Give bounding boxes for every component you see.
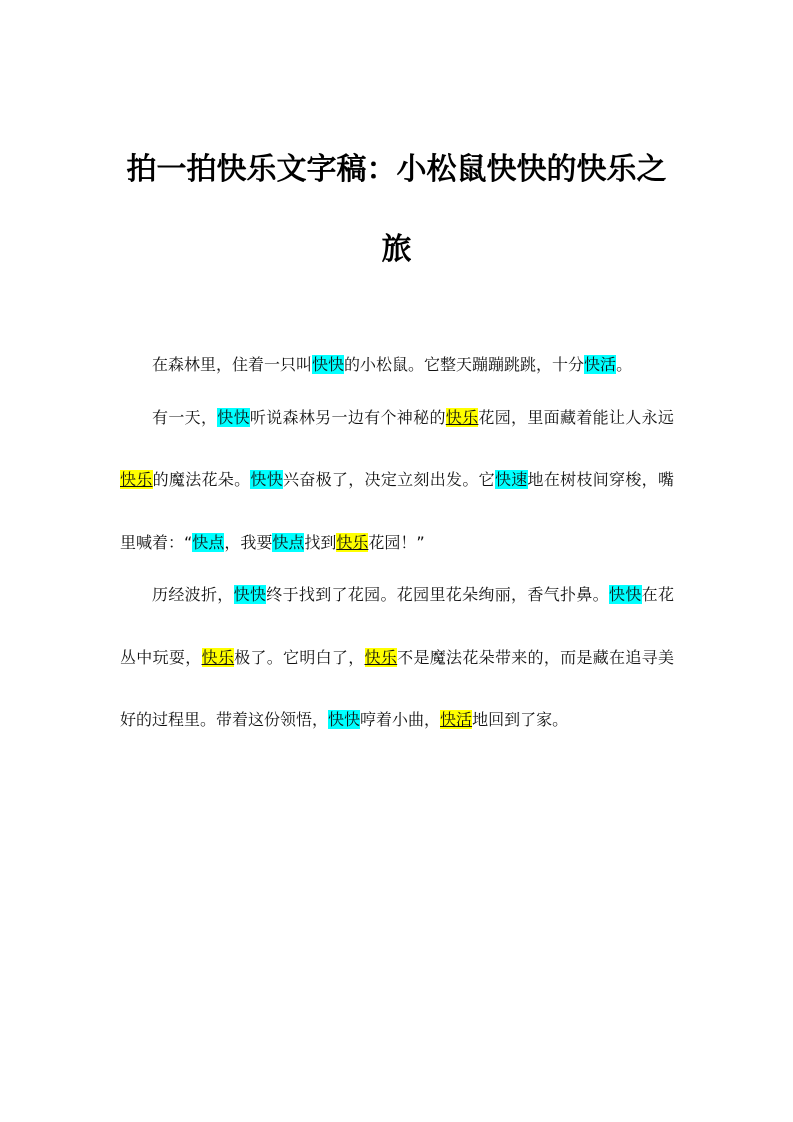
highlighted-keyword: 快快 — [250, 470, 284, 489]
page-title-continued: 旅 — [381, 232, 412, 267]
text-run: 哼着小曲， — [360, 710, 441, 729]
highlighted-keyword: 快快 — [233, 585, 267, 604]
highlighted-keyword: 快快 — [217, 408, 250, 427]
highlighted-keyword: 快活 — [584, 355, 617, 374]
text-run: 听说森林另一边有个神秘的 — [249, 408, 446, 427]
highlighted-keyword: 快快 — [608, 585, 642, 604]
text-run: ，我要 — [224, 533, 273, 552]
highlighted-keyword: 快乐 — [364, 648, 398, 667]
text-run: 的小松鼠。它整天蹦蹦跳跳，十分 — [344, 355, 585, 374]
text-run: 有一天， — [152, 408, 218, 427]
highlighted-keyword: 快乐 — [336, 533, 369, 552]
paragraph-2-line-3 — [120, 532, 674, 554]
text-run: 地回到了家。 — [472, 710, 569, 729]
text-run: 在花 — [641, 585, 674, 604]
text-run: 。 — [616, 355, 633, 374]
highlighted-keyword: 快乐 — [120, 470, 153, 489]
text-run: 的魔法花朵。 — [152, 470, 251, 489]
text-run: 花园！” — [368, 533, 425, 552]
highlighted-keyword: 快活 — [440, 710, 473, 729]
text-run: 花园，里面藏着能让人永远 — [478, 408, 674, 427]
highlighted-keyword: 快快 — [328, 710, 361, 729]
paragraph-1-line-1 — [152, 354, 674, 376]
paragraph-3-line-3 — [120, 709, 674, 731]
text-run: 终于找到了花园。花园里花朵绚丽，香气扑鼻。 — [266, 585, 609, 604]
text-run: 历经波折， — [152, 585, 234, 604]
highlighted-keyword: 快点 — [192, 533, 225, 552]
paragraph-3-line-1 — [152, 584, 674, 606]
text-run: 好的过程里。带着这份领悟， — [120, 710, 329, 729]
text-run: 在森林里，住着一只叫 — [152, 355, 313, 374]
text-run: 兴奋极了，决定立刻出发。它 — [283, 470, 495, 489]
text-run: 找到 — [304, 533, 337, 552]
highlighted-keyword: 快乐 — [445, 408, 479, 427]
text-run: 地在树枝间穿梭，嘴 — [527, 470, 674, 489]
text-run: 丛中玩耍， — [120, 648, 202, 667]
paragraph-2-line-2 — [120, 469, 674, 491]
highlighted-keyword: 快点 — [272, 533, 305, 552]
paragraph-3-line-2 — [120, 647, 674, 669]
highlighted-keyword: 快速 — [494, 470, 528, 489]
text-run: 里喊着：“ — [120, 533, 193, 552]
page-title: 拍一拍快乐文字稿：小松鼠快快的快乐之 — [126, 152, 667, 188]
highlighted-keyword: 快快 — [312, 355, 345, 374]
paragraph-2-line-1 — [152, 407, 674, 429]
text-run: 不是魔法花朵带来的，而是藏在追寻美 — [397, 648, 674, 667]
highlighted-keyword: 快乐 — [201, 648, 235, 667]
text-run: 极了。它明白了， — [234, 648, 365, 667]
